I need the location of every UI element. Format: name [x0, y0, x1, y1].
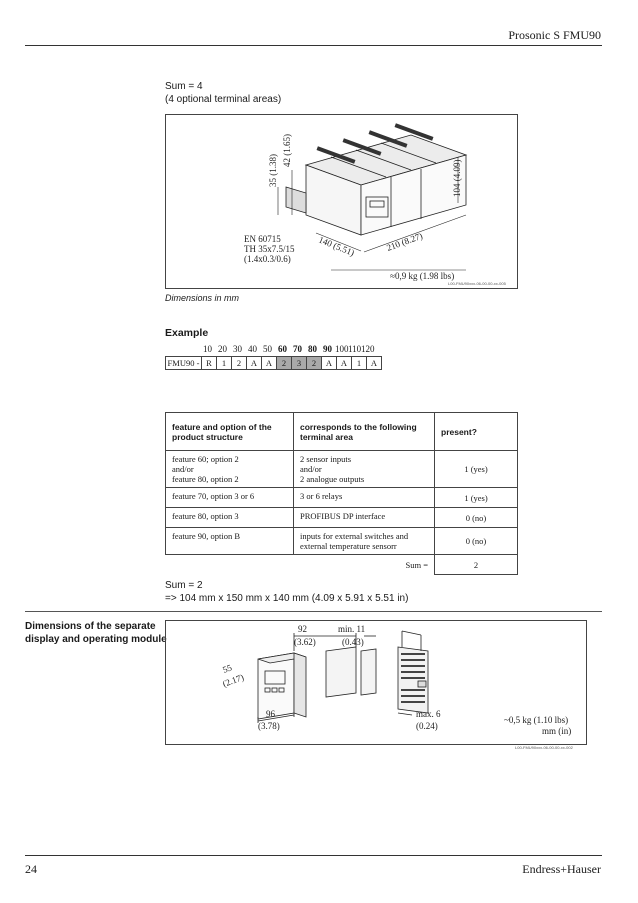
section-heading-line-1: Dimensions of the separate — [25, 621, 156, 632]
position-number: 80 — [308, 344, 317, 354]
position-number: 110 — [348, 344, 362, 354]
order-code-cell: A — [367, 356, 382, 370]
table-header-present: present? — [435, 413, 518, 451]
dim-96-inch-label: (3.78) — [258, 721, 280, 731]
order-code-cell: 2 — [307, 356, 322, 370]
order-code-cell: 1 — [217, 356, 232, 370]
sum-value: 2 — [435, 555, 518, 575]
dim-96-label: 96 — [266, 709, 275, 719]
terminal-area-cell: 2 sensor inputs and/or 2 analogue outputs — [294, 451, 435, 488]
position-number: 20 — [218, 344, 227, 354]
housing-dimension-figure — [165, 114, 518, 289]
terminal-area-cell: 3 or 6 relays — [294, 488, 435, 508]
dim-140-label: 140 (5.51) — [317, 234, 356, 258]
order-code-cell: A — [337, 356, 352, 370]
present-cell: 0 (no) — [435, 528, 518, 555]
table-row — [166, 508, 518, 528]
result-line-1: Sum = 2 — [165, 580, 203, 591]
feature-cell: feature 80, option 3 — [166, 508, 294, 528]
position-number: 40 — [248, 344, 257, 354]
dim-55-inch-label: (2.17) — [221, 672, 246, 689]
dim-min11-label: min. 11 — [338, 624, 366, 634]
position-number: 70 — [293, 344, 302, 354]
order-code-cell: A — [262, 356, 277, 370]
order-code-cell: A — [247, 356, 262, 370]
order-code-cell: R — [202, 356, 217, 370]
drawing-code: L00-FMU90xxx-06-00-00-xx-005 — [448, 281, 506, 286]
rail-type-label: TH 35x7.5/15 — [244, 244, 295, 254]
table-row — [166, 528, 518, 555]
sum-line-1: Sum = 4 — [165, 81, 203, 92]
feature-cell: feature 90, option B — [166, 528, 294, 555]
present-cell: 1 (yes) — [435, 488, 518, 508]
order-code-cell: 1 — [352, 356, 367, 370]
position-number: 100 — [335, 344, 349, 354]
dim-max6-label: max. 6 — [416, 709, 441, 719]
dim-42-label: 42 (1.65) — [282, 134, 292, 167]
header-rule — [25, 45, 602, 46]
display-module-figure — [165, 620, 587, 745]
table-row — [166, 488, 518, 508]
position-number: 60 — [278, 344, 287, 354]
dim-104-label: 104 (4.09) — [452, 159, 462, 197]
dim-55-label: 55 — [221, 662, 234, 675]
module-weight-label: ~0,5 kg (1.10 lbs) — [504, 715, 569, 725]
present-cell: 0 (no) — [435, 508, 518, 528]
position-number: 10 — [203, 344, 212, 354]
drawing-code-2: L00-FMU90xxx-06-00-00-xx-002 — [515, 745, 573, 750]
document-header-title: Prosonic S FMU90 — [508, 28, 601, 42]
table-header-feature: feature and option of the product structure — [166, 413, 294, 451]
dim-35-label: 35 (1.38) — [268, 154, 278, 187]
order-code-cell: 3 — [292, 356, 307, 370]
sum-result — [165, 579, 408, 605]
footer-rule — [25, 855, 602, 856]
order-code-cell: 2 — [232, 356, 247, 370]
order-code-prefix: FMU90 - — [165, 356, 202, 370]
position-number: 120 — [361, 344, 375, 354]
present-cell: 1 (yes) — [435, 451, 518, 488]
section-heading — [25, 620, 167, 646]
section-heading-line-2: display and operating module — [25, 634, 167, 645]
order-code-cell: A — [322, 356, 337, 370]
example-title: Example — [165, 327, 209, 339]
unit-label: mm (in) — [542, 726, 572, 736]
page-number: 24 — [25, 862, 37, 876]
position-number: 90 — [323, 344, 332, 354]
feature-cell: feature 60; option 2 and/or feature 80, option 2 — [166, 451, 294, 488]
display-module-drawing — [166, 621, 586, 744]
order-code-cell: 2 — [277, 356, 292, 370]
terminal-area-table — [165, 412, 518, 575]
sum-heading — [165, 80, 281, 106]
position-number: 50 — [263, 344, 272, 354]
figure-caption: Dimensions in mm — [165, 293, 240, 303]
sum-label: Sum = — [294, 555, 435, 575]
order-code-row — [165, 356, 382, 370]
dim-92-label: 92 — [298, 624, 307, 634]
table-header-area: corresponds to the following terminal area — [294, 413, 435, 451]
footer-brand: Endress+Hauser — [522, 862, 601, 876]
position-number-row — [200, 344, 374, 354]
dim-92-inch-label: (3.62) — [294, 637, 316, 647]
rail-standard-label: EN 60715 — [244, 234, 281, 244]
section-rule — [25, 611, 602, 612]
terminal-area-cell: inputs for external switches and external temperature sensorr — [294, 528, 435, 555]
dim-max6-inch-label: (0.24) — [416, 721, 438, 731]
rail-inch-label: (1.4x0.3/0.6) — [244, 254, 291, 264]
weight-label: ≈0,9 kg (1.98 lbs) — [390, 271, 455, 281]
housing-drawing — [166, 115, 517, 288]
position-number: 30 — [233, 344, 242, 354]
dim-min11-inch-label: (0.43) — [342, 637, 364, 647]
feature-cell: feature 70, option 3 or 6 — [166, 488, 294, 508]
dim-210-label: 210 (8.27) — [385, 230, 424, 253]
sum-line-2: (4 optional terminal areas) — [165, 94, 282, 105]
result-line-2: => 104 mm x 150 mm x 140 mm (4.09 x 5.91 x 5.51 in) — [165, 593, 409, 604]
terminal-area-cell: PROFIBUS DP interface — [294, 508, 435, 528]
table-row — [166, 451, 518, 488]
